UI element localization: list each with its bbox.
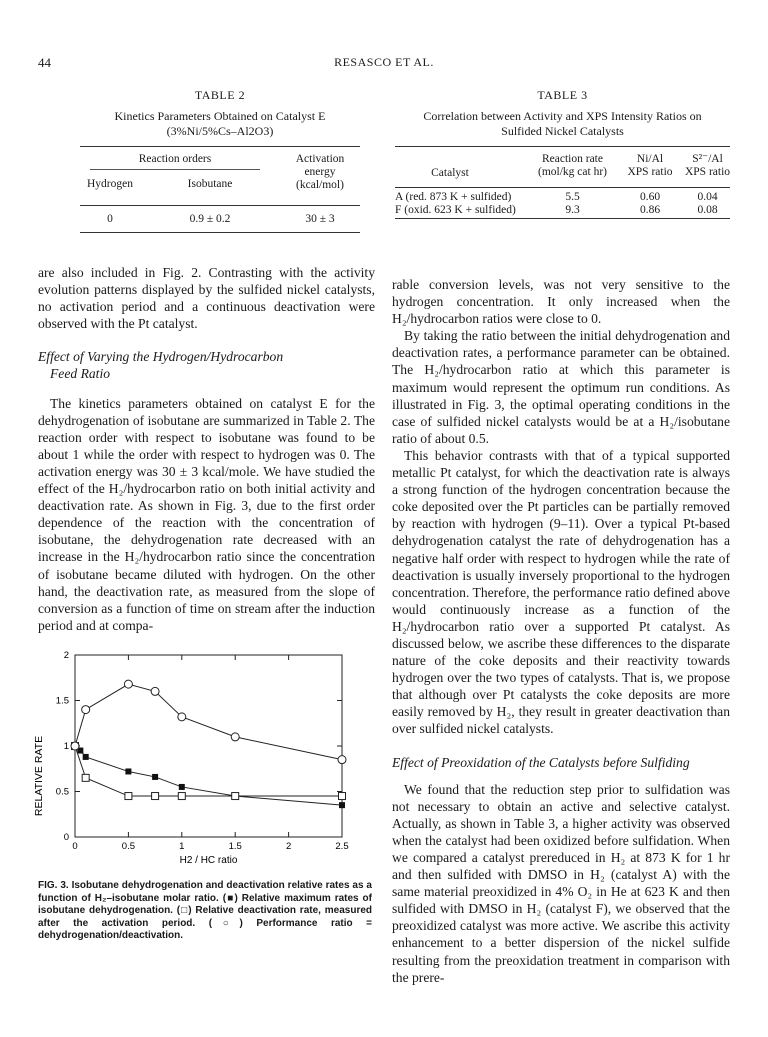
right-column <box>392 276 730 986</box>
table-row <box>395 204 730 217</box>
table3-caption <box>395 88 730 139</box>
x-axis-label: H2 / HC ratio <box>179 855 238 866</box>
right-paragraph-2: By taking the ratio between the initial dehydrogenation and deactivation rates, a performance parameter can be obtained. The H₂/hydrocarbon ratio at which this parameter is maximum would represent the optimum run conditions. As illustrated in Fig. 3, the optimal operating conditions in the case of sulfided nickel catalysts would be at a H₂/isobutane ratio of about 0.5. <box>392 328 730 446</box>
data-point-open-square <box>152 793 159 800</box>
data-point-open-square <box>178 793 185 800</box>
table3-cell-rate: 9.3 <box>565 204 580 216</box>
table3-col-s-line2: XPS ratio <box>684 166 731 178</box>
table2-caption-line2: (3%Ni/5%Cs–Al2O3) <box>166 124 274 138</box>
section-title-feed-ratio-2: Feed Ratio <box>50 366 111 382</box>
data-point-circle <box>124 680 132 688</box>
data-point-filled-square <box>152 774 158 780</box>
x-tick-label: 0.5 <box>121 841 136 852</box>
right-paragraph-1: rable conversion levels, was not very sensitive to the hydrogen concentration. It only increased when the H₂/hydrocarbon ratios were close to 0. <box>392 277 730 327</box>
chart-axes <box>75 655 342 837</box>
data-point-open-square <box>82 774 89 781</box>
table2-cell-hydrogen: 0 <box>107 213 113 225</box>
table2-col-hydrogen: Hydrogen <box>87 178 133 190</box>
table3-col-catalyst: Catalyst <box>431 167 469 179</box>
table3-col-ni-line2: XPS ratio <box>627 166 673 178</box>
data-point-circle <box>178 713 186 721</box>
table2 <box>80 146 360 233</box>
plot-frame <box>75 655 342 837</box>
left-column <box>38 264 375 634</box>
x-tick-label: 2 <box>285 841 292 852</box>
table2-title: TABLE 2 <box>194 88 246 102</box>
table3-cell-catalyst: A (red. 873 K + sulfided) <box>395 191 512 203</box>
y-tick-label: 2 <box>63 650 69 661</box>
table3-cell-s: 0.04 <box>697 191 718 203</box>
table3-col-ni <box>620 153 680 179</box>
table2-caption <box>80 88 360 139</box>
running-head: RESASCO ET AL. <box>334 55 434 69</box>
right-paragraph-4: We found that the reduction step prior to sulfidation was not necessary to obtain an active and selective catalyst. Actually, as shown in Table 3, a higher activity was observed when the catalyst had been oxidized before sulfidation. When we compared a catalyst prereduced in H₂ at 873 K for 1 hr and then sulfided with DMSO in H₂ (catalyst A) with the same material preoxidized in 4% O₂ in He at 623 K and then sulfided with DMSO in H₂ (catalyst F), we observed that the preoxidized catalyst was more active. We ascribe this activity enhancement to a better dispersion of the nickel sulfide resulting from the preoxidation treatment in comparison with the prere- <box>392 781 730 985</box>
table3-cell-rate: 5.5 <box>565 191 580 203</box>
y-tick-label: 0 <box>63 832 69 843</box>
table2-activation-line2: energy <box>304 166 336 178</box>
table2-col-activation <box>280 153 360 192</box>
figure3-caption: FIG. 3. Isobutane dehydrogenation and deactivation relative rates as a function of H₂–isobutane molar ratio. (■) Relative maximum rates of isobutane dehydrogenation. (□) Relative deactivation rate, measured after the activation period. (○) Performance ratio = dehydrogenation/deactivation. <box>38 880 372 942</box>
data-point-filled-square <box>339 802 345 808</box>
table2-activation-line3: (kcal/mol) <box>296 179 344 191</box>
data-point-open-square <box>125 793 132 800</box>
x-tick-label: 0 <box>72 841 78 852</box>
chart-series <box>71 680 346 808</box>
chart-ticks <box>56 650 349 852</box>
data-point-filled-square <box>125 768 131 774</box>
table2-col-isobutane: Isobutane <box>187 178 233 190</box>
table3-col-rate <box>525 153 620 179</box>
table3-col-rate-line1: Reaction rate <box>542 153 603 165</box>
table2-caption-line1: Kinetics Parameters Obtained on Catalyst E <box>114 109 326 123</box>
section-title-preoxidation: Effect of Preoxidation of the Catalysts before Sulfiding <box>392 754 690 770</box>
table3-col-rate-line2: (mol/kg cat hr) <box>538 166 607 178</box>
left-paragraph-2: The kinetics parameters obtained on catalyst E for the dehydrogenation of isobutane are summarized in Table 2. The reaction order with respect to isobutane was found to be about 1 while the order with respect to hydrogen was 0. The activation energy was 30 ± 3 kcal/mole. We have studied the effect of the H₂/hydrocarbon ratio on both initial activity and deactivation rate. As shown in Fig. 3, due to the first order dependence of the reaction with the concentration of isobutane, the dehydrogenation rate decreased with an increase in the H₂/hydrocarbon ratio since the concentration of isobutane became diluted with hydrogen. On the other hand, the deactivation rate, as measured from the slope of conversion as a function of time on stream after the induction period and at compa- <box>38 395 375 633</box>
table3-cell-catalyst: F (oxid. 623 K + sulfided) <box>395 204 516 216</box>
table2-group-header: Reaction orders <box>138 153 212 165</box>
table2-cell-activation: 30 ± 3 <box>305 213 335 225</box>
section-title-feed-ratio-1: Effect of Varying the Hydrogen/Hydrocarbon <box>38 349 284 365</box>
table3-col-ni-line1: Ni/Al <box>636 153 664 165</box>
table-row <box>80 206 360 232</box>
data-point-filled-square <box>179 784 185 790</box>
table3-cell-ni: 0.86 <box>639 204 661 216</box>
left-paragraph-1: are also included in Fig. 2. Contrasting with the activity evolution patterns displayed by the sulfided nickel catalysts, no activation period and a continuous deactivation were observed with the Pt catalyst. <box>38 265 375 332</box>
data-point-circle <box>71 742 79 750</box>
y-axis-label: RELATIVE RATE <box>33 735 45 817</box>
right-paragraph-3: This behavior contrasts with that of a typical supported metallic Pt catalyst, for which the deactivation rate is always a strong function of the hydrogen concentration because the coke deposited over the Pt particles can be partially removed by reaction with hydrogen (9–11). Over a typical Pt-based dehydrogenation catalyst the rate of dehydrogenation has a negative half order with respect to hydrogen while the rate of deactivation is usually inversely proportional to the hydrogen concentration. Therefore, the performance ratio defined above would continuously increase as a function of the H₂/hydrocarbon ratio over a supported Pt catalyst. As discussed below, we ascribe these differences to the disparate nature of the coke deposits and their reactivity towards hydrogen over the two types of catalysts. That is, we propose that although over Pt catalysts the coke deposits are more easily removed by H₂, they result in greater deactivation than over sulfided nickel catalysts. <box>392 447 730 737</box>
table3-col-s-line1: S²⁻/Al <box>692 153 723 165</box>
table2-cell-isobutane: 0.9 ± 0.2 <box>189 213 231 225</box>
y-tick-label: 0.5 <box>55 786 69 798</box>
data-point-circle <box>82 706 90 714</box>
data-point-open-square <box>232 793 239 800</box>
table3-col-s <box>680 153 735 179</box>
table3-cell-s: 0.08 <box>697 204 718 216</box>
figure3-chart <box>30 640 375 875</box>
data-point-circle <box>151 687 159 695</box>
data-point-circle <box>231 733 239 741</box>
table3-cell-ni: 0.60 <box>639 191 661 203</box>
table3-caption-line2: Sulfided Nickel Catalysts <box>501 124 624 138</box>
x-tick-label: 1.5 <box>228 841 242 852</box>
series-line-open-circle <box>75 684 342 760</box>
table3 <box>395 146 730 219</box>
data-point-open-square <box>339 793 346 800</box>
table3-title: TABLE 3 <box>537 88 588 102</box>
table3-caption-line1: Correlation between Activity and XPS Intensity Ratios on <box>423 109 702 123</box>
x-tick-label: 2.5 <box>335 841 349 852</box>
table-row <box>395 191 730 204</box>
y-tick-label: 1 <box>63 741 69 752</box>
page-number: 44 <box>38 55 51 70</box>
data-point-filled-square <box>83 754 89 760</box>
y-tick-label: 1.5 <box>55 695 69 707</box>
table2-activation-line1: Activation <box>295 153 345 165</box>
series-line-open-square <box>75 746 342 796</box>
x-tick-label: 1 <box>179 841 185 852</box>
data-point-circle <box>338 756 346 764</box>
